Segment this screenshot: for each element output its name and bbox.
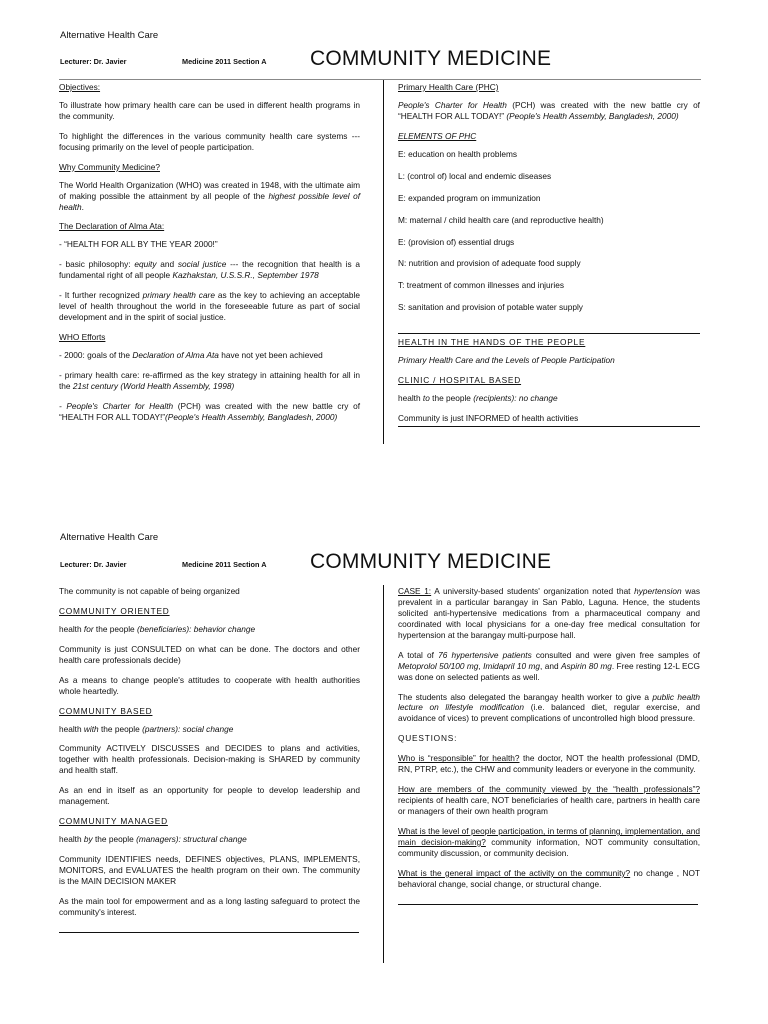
hands-heading: HEALTH IN THE HANDS OF THE PEOPLE <box>398 333 700 348</box>
efforts-point-2: - primary health care: re-affirmed as the key strategy in attaining health for all in the 21st century (World Health Assembly, 1998) <box>59 369 360 391</box>
question-2: How are members of the community viewed by the “health professionals”? recipients of health care, NOT beneficiaries of health care, partners in health care or managers of their own health program <box>398 784 700 816</box>
objective-2: To highlight the differences in the various community health care systems --- focusing primarily on the level of people participation. <box>59 130 360 152</box>
element-item: T: treatment of common illnesses and injuries <box>398 280 565 291</box>
element-item: S: sanitation and provision of potable water supply <box>398 302 583 313</box>
page-title: COMMUNITY MEDICINE <box>310 47 552 70</box>
left-column <box>59 82 360 432</box>
alma-point-2: - basic philosophy: equity and social justice --- the recognition that health is a fundamental right of all people Kazhakstan, U.S.S.R., September 1978 <box>59 259 361 281</box>
alma-point-3: - It further recognized primary health care as the key to achieving an acceptable level of health throughout the world in the foreseeable future as part of social development and in the spirit of social justice. <box>59 290 360 323</box>
community-based-heading: COMMUNITY BASED <box>59 705 153 716</box>
element-item: E: (provision of) essential drugs <box>398 236 515 247</box>
discusses-text: Community ACTIVELY DISCUSSES and DECIDES to plans and activities, together with health professionals. Decision-making is SHARED by community and health staff. <box>59 743 360 776</box>
not-capable-text: The community is not capable of being organized <box>59 586 240 596</box>
total-paragraph: A total of 76 hypertensive patients consulted and were given free samples of Metoprolol 50/100 mg, Imidapril 10 mg, and Aspirin 80 mg. Free resting 12-L ECG was done on selected patients as well. <box>398 649 700 682</box>
efforts-point-3: - People's Charter for Health (PCH) was created with the new battle cry of “HEALTH FOR ALL TODAY!”(People's Health Assembly, Bangladesh, 2000) <box>59 400 360 422</box>
course-name: Alternative Health Care <box>60 30 159 41</box>
who-efforts-heading: WHO Efforts <box>59 332 106 342</box>
levels-subtitle: Primary Health Care and the Levels of People Participation <box>398 355 615 366</box>
right-column <box>398 82 700 436</box>
alma-point-1: - “HEALTH FOR ALL BY THE YEAR 2000!” <box>59 239 218 250</box>
handout-page-1 <box>0 0 768 470</box>
objectives-heading: Objectives: <box>59 82 101 92</box>
section-label: Medicine 2011 Section A <box>182 560 267 569</box>
column-end-rule <box>398 904 698 905</box>
element-item: N: nutrition and provision of adequate food supply <box>398 258 581 269</box>
consulted-text: Community is just CONSULTED on what can be done. The doctors and other health care professionals decide) <box>59 643 360 665</box>
case-1-paragraph: CASE 1: A university-based students' organization noted that hypertension was prevalent in a particular barangay in San Pablo, Laguna. Hence, the students solicited anti-hypertensive medications from a pharmaceutical company and coordinated with local physicians for a one-day free medical consultation for hypertension at the barangay multi-purpose hall. <box>398 586 700 640</box>
oriented-text: health for the people (beneficiaries): behavior change <box>59 623 256 634</box>
lecturer-label: Lecturer: Dr. Javier <box>60 57 127 66</box>
header-divider <box>59 79 701 80</box>
left-column <box>59 586 360 933</box>
question-1: Who is “responsible” for health? the doctor, NOT the health professional (DMD, RN, PTRP, etc.), the CHW and community leaders or everyone in the community. <box>398 753 700 775</box>
informed-text: Community is just INFORMED of health activities <box>398 413 700 427</box>
empowerment-text: As the main tool for empowerment and as a long lasting safeguard to protect the community's interest. <box>59 895 360 917</box>
question-3: What is the level of people participation, in terms of planning, implementation, and main decision-making? community information, NOT community consultation, community discussion, or community decision. <box>398 825 700 858</box>
why-heading: Why Community Medicine? <box>59 161 160 172</box>
phc-heading: Primary Health Care (PHC) <box>398 82 499 92</box>
page-title: COMMUNITY MEDICINE <box>310 550 552 573</box>
column-divider <box>383 585 384 963</box>
elements-heading: ELEMENTS OF PHC <box>398 130 477 141</box>
identifies-text: Community IDENTIFIES needs, DEFINES objectives, PLANS, IMPLEMENTS, MONITORS, and EVALUATES the health program on their own. The community is the MAIN DECISION MAKER <box>59 854 360 886</box>
objective-1: To illustrate how primary health care can be used in different health programs in the community. <box>59 99 360 121</box>
community-oriented-heading: COMMUNITY ORIENTED <box>59 605 170 616</box>
questions-label: QUESTIONS: <box>398 733 458 744</box>
pch-paragraph: People's Charter for Health (PCH) was created with the new battle cry of “HEALTH FOR ALL TODAY!” (People's Health Assembly, Bangladesh, 2000) <box>398 99 700 121</box>
lecturer-label: Lecturer: Dr. Javier <box>60 560 127 569</box>
efforts-point-1: - 2000: goals of the Declaration of Alma Ata have not yet been achieved <box>59 349 323 360</box>
delegation-paragraph: The students also delegated the barangay health worker to give a public health lecture on lifestyle modification (i.e. balanced diet, regular exercise, and avoidance of vices) to prevent complications of uncontrolled high blood pressure. <box>398 691 701 724</box>
clinic-heading: CLINIC / HOSPITAL BASED <box>398 375 522 386</box>
who-paragraph: The World Health Organization (WHO) was created in 1948, with the ultimate aim of making possible the attainment by all people of the highest possible level of health. <box>59 179 360 212</box>
question-4: What is the general impact of the activity on the community? no change , NOT behavioral change, social change, or structural change. <box>398 867 700 889</box>
element-item: L: (control of) local and endemic diseases <box>398 170 552 181</box>
managed-text: health by the people (managers): structural change <box>59 834 247 845</box>
community-managed-heading: COMMUNITY MANAGED <box>59 816 168 827</box>
handout-page-2 <box>0 520 768 1024</box>
end-itself-text: As an end in itself as an opportunity for people to develop leadership and management. <box>59 785 360 807</box>
based-text: health with the people (partners): social change <box>59 723 234 734</box>
right-column <box>398 586 700 905</box>
element-item: M: maternal / child health care (and reproductive health) <box>398 214 604 225</box>
element-item: E: expanded program on immunization <box>398 192 541 203</box>
element-item: E: education on health problems <box>398 148 518 159</box>
course-name: Alternative Health Care <box>60 532 159 543</box>
clinic-text: health to the people (recipients): no change <box>398 393 558 404</box>
section-label: Medicine 2011 Section A <box>182 57 267 66</box>
column-divider <box>383 80 384 444</box>
column-end-rule <box>59 932 359 933</box>
alma-ata-heading: The Declaration of Alma Ata: <box>59 221 165 232</box>
attitudes-text: As a means to change people's attitudes to cooperate with health authorities whole heartedly. <box>59 674 360 696</box>
